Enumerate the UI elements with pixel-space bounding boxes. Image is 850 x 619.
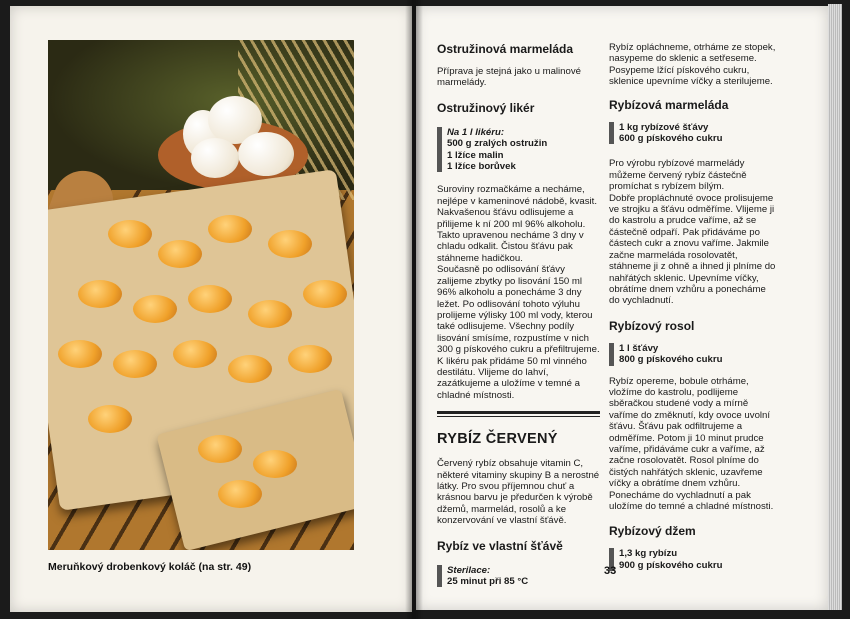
ingredients-box-liker <box>437 127 600 173</box>
ingredient-line: 500 g zralých ostružin <box>447 138 548 150</box>
heading-rybizovy-dzem: Rybízový džem <box>609 524 696 539</box>
photo-caption: Meruňkový drobenkový koláč (na str. 49) <box>48 561 252 573</box>
book-gutter <box>405 0 423 619</box>
sterilace-value: 25 minut při 85 °C <box>447 576 529 587</box>
section-divider <box>437 411 600 417</box>
heading-rybizovy-rosol: Rybízový rosol <box>609 318 695 333</box>
paragraph-rybiz-cerveny: Červený rybíz obsahuje vitamin C, některé vitaminy skupiny B a nerostné látky. Pro svou příjemnou chuť a krásnou barvu je předurčen k výrobě džemů, marmelád, rosolů a ke konzervování ve vlastní šťávě. <box>437 458 600 527</box>
ingredients-box-marmelada <box>609 122 779 145</box>
paragraph-liker-2: Současně po odlisování šťávy zalijeme zbytky po lisování 150 ml 96% alkoholu a ponecháme 3 dny ležet. Po odlisování tohoto výluhu prolijeme výlisky 100 ml vody, kterou také odlisujeme. Všechny podíly lisování smísíme, rozpustíme v nich 300 g pískového cukru a přefiltrujeme. K likéru pak přidáme 50 ml vinného destilátu. Vlijeme do lahví, zazátkujeme a uložíme v temné a chladné místnosti. <box>437 264 600 401</box>
sterilace-label: Sterilace: <box>447 564 491 576</box>
heading-ostruzinova-marmelada: Ostružinová marmeláda <box>437 42 574 56</box>
apricot-crumble-cake-photo <box>48 40 354 550</box>
heading-rybiz-ve-vlastni-stave: Rybíz ve vlastní šťávě <box>437 538 563 553</box>
paragraph-liker-1: Suroviny rozmačkáme a necháme, nejlépe v kameninové nádobě, kvasit. Nakvašenou šťávu odlisujeme a přilijeme k ní 200 ml 96% alkoholu. Takto upravenou necháme 3 dny v chladu odkalit. Čistou šťávu pak stáhneme hadičkou. <box>437 184 597 264</box>
ingredient-line: 1 lžíce malin <box>447 149 504 161</box>
text-column-2 <box>609 42 779 571</box>
paragraph-ostruzinova-marmelada: Příprava je stejná jako u malinové marmelády. <box>437 66 581 89</box>
ingredient-line: 800 g pískového cukru <box>619 354 723 366</box>
paragraph-rosol: Rybíz opereme, bobule otrháme, vložíme do kastrolu, podlijeme sběračkou studené vody a mírně vaříme do změknutí, kdy ovoce uvolní šťávu. Šťávu pak odfiltrujeme a odměříme. Potom ji 10 minut prudce vaříme, přidáváme cukr a vaříme, až začne rosolovatět. Rosol plníme do čistých nahřátých sklenic, uzavřeme víčky a obrátíme dnem vzhůru. Ponecháme do vychladnutí a pak uložíme do temné a chladné místnosti. <box>609 375 774 512</box>
ingredient-line: 900 g pískového cukru <box>619 559 723 571</box>
ingredient-line: 1 kg rybízové šťávy <box>619 121 709 133</box>
paragraph-marmelada-2: Dobře propláchnuté ovoce prolisujeme ve strojku a šťávu odměříme. Vlijeme ji do kastrolu a prudce vaříme, až se částečně odpaří. Pak přidáváme po částech cukr a znovu vaříme. Jakmile začne marmeláda rosolovatět, stáhneme ji z ohně a ihned ji plníme do nahřátých sklenic. Upevníme víčky, obrátíme dnem vzhůru a ponecháme do vychladnutí. <box>609 192 776 307</box>
paragraph-marmelada-1: Pro výrobu rybízové marmelády můžeme červený rybíz částečně promíchat s rybízem bílým. <box>609 158 747 193</box>
text-column-1 <box>437 42 600 587</box>
ingredient-line: Na 1 l likéru: <box>447 126 505 138</box>
ingredient-line: 1 l šťávy <box>619 342 659 354</box>
ingredient-line: 1,3 kg rybízu <box>619 548 678 560</box>
ingredient-line: 1 lžíce borůvek <box>447 161 516 173</box>
page-number: 33 <box>604 565 617 577</box>
paragraph-rybiz-vlastni-stava: Rybíz opláchneme, otrháme ze stopek, nasypeme do sklenic a setřeseme. Posypeme lžící pískového cukru, sklenice upevníme víčky a sterilujeme. <box>609 42 776 88</box>
ingredients-box-rosol <box>609 343 779 366</box>
page-edges <box>828 4 842 610</box>
heading-rybizova-marmelada: Rybízová marmeláda <box>609 97 729 112</box>
sterilace-box <box>437 565 600 588</box>
heading-rybiz-cerveny: RYBÍZ ČERVENÝ <box>437 431 558 448</box>
ingredient-line: 600 g pískového cukru <box>619 133 723 145</box>
heading-ostruzinovy-liker: Ostružinový likér <box>437 100 535 115</box>
ingredients-box-dzem <box>609 548 779 571</box>
